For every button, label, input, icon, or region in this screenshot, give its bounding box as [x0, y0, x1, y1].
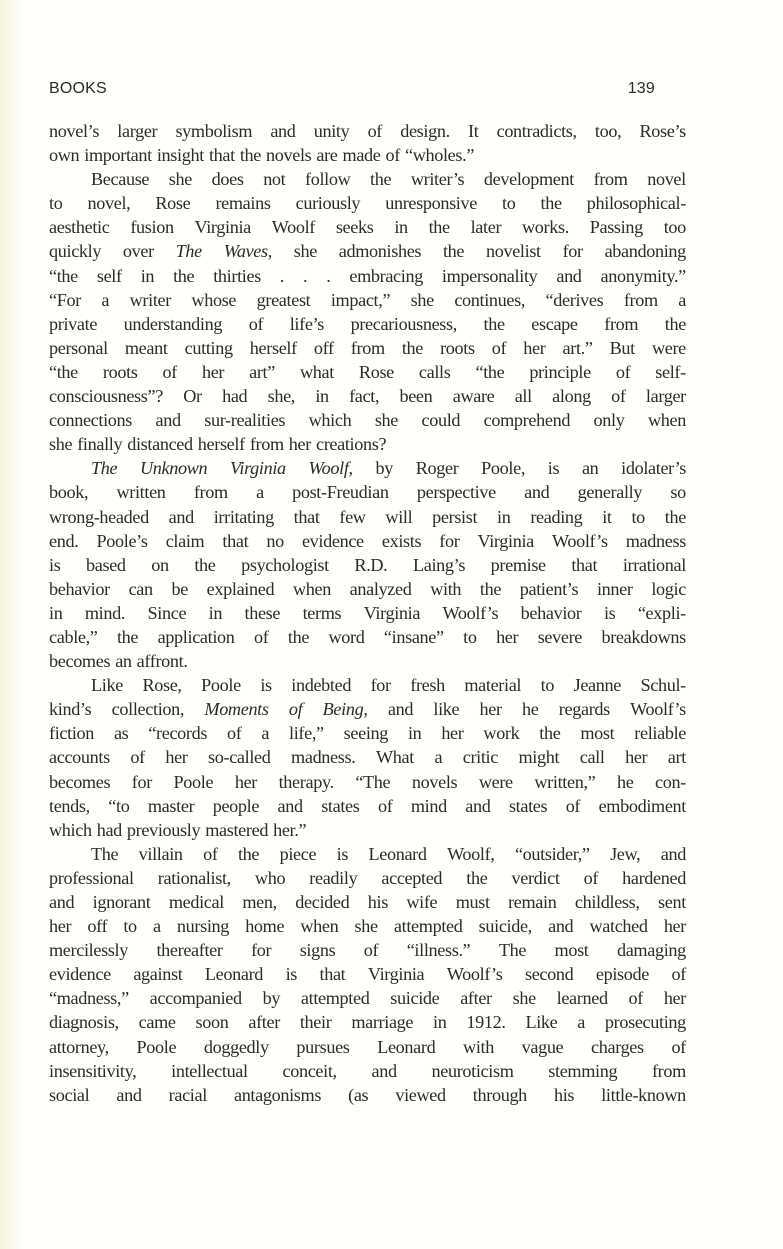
text-line: cable,” the application of the word “insane” to her severe breakdowns: [49, 626, 686, 647]
body-text: [49, 119, 686, 1107]
text-line: to novel, Rose remains curiously unresponsive to the philosophical-: [49, 193, 686, 214]
book-title: Unknown: [139, 458, 208, 479]
text-line: The villain of the piece is Leonard Woolf, “outsider,” Jew, and: [91, 843, 686, 864]
book-title: Being: [322, 699, 364, 720]
text-line: diagnosis, came soon after their marriage in 1912. Like a prosecuting: [49, 1012, 686, 1033]
book-title: Woolf: [308, 458, 349, 479]
text-line: becomes for Poole her therapy. “The novels were written,” he con-: [49, 771, 686, 792]
text-line: aesthetic fusion Virginia Woolf seeks in the later works. Passing too: [49, 217, 686, 238]
text-line: fiction as “records of a life,” seeing in her work the most reliable: [49, 723, 686, 744]
text-line: which had previously mastered her.”: [49, 819, 307, 840]
text-line: is based on the psychologist R.D. Laing’s premise that irrational: [49, 554, 686, 575]
text-line: Like Rose, Poole is indebted for fresh material to Jeanne Schul-: [91, 675, 686, 696]
text-line: “the roots of her art” what Rose calls “the principle of self-: [49, 361, 686, 382]
text-line: The Unknown Virginia Woolf, by Roger Poole, is an idolater’s: [91, 458, 686, 479]
book-title: Moments: [204, 699, 269, 720]
text-line: in mind. Since in these terms Virginia Woolf’s behavior is “expli-: [49, 602, 686, 623]
text-line: end. Poole’s claim that no evidence exists for Virginia Woolf’s madness: [49, 530, 686, 551]
section-title: BOOKS: [49, 80, 107, 97]
text-line: behavior can be explained when analyzed with the patient’s inner logic: [49, 578, 686, 599]
text-line: professional rationalist, who readily accepted the verdict of hardened: [49, 867, 686, 888]
text-line: connections and sur-realities which she could comprehend only when: [49, 410, 686, 431]
text-line: kind’s collection, Moments of Being, and like her he regards Woolf’s: [49, 699, 686, 720]
text-line: quickly over The Waves, she admonishes the novelist for abandoning: [49, 241, 686, 262]
text-line: “madness,” accompanied by attempted suicide after she learned of her: [49, 988, 686, 1009]
text-line: she finally distanced herself from her creations?: [49, 434, 387, 455]
book-title: The: [91, 458, 118, 479]
book-title: Waves: [223, 241, 268, 262]
book-title: of: [288, 699, 303, 720]
text-line: “the self in the thirties . . . embracing impersonality and anonymity.”: [49, 265, 686, 286]
text-line: becomes an affront.: [49, 651, 188, 672]
book-title: Virginia: [229, 458, 286, 479]
running-head: [49, 80, 655, 102]
text-line: personal meant cutting herself off from the roots of her art.” But were: [49, 337, 686, 358]
text-line: wrong-headed and irritating that few will persist in reading it to the: [49, 506, 686, 527]
text-line: evidence against Leonard is that Virginia Woolf’s second episode of: [49, 964, 686, 985]
text-line: novel’s larger symbolism and unity of design. It contradicts, too, Rose’s: [49, 121, 686, 141]
text-line: book, written from a post-Freudian perspective and generally so: [49, 482, 686, 503]
text-line: insensitivity, intellectual conceit, and neuroticism stemming from: [49, 1060, 686, 1081]
text-line: “For a writer whose greatest impact,” she continues, “derives from a: [49, 289, 686, 310]
text-line: attorney, Poole doggedly pursues Leonard with vague charges of: [49, 1036, 686, 1057]
book-title: The: [175, 241, 202, 262]
text-line: accounts of her so-called madness. What a critic might call her art: [49, 747, 686, 768]
page-number: 139: [627, 80, 655, 97]
text-line: and ignorant medical men, decided his wife must remain childless, sent: [49, 892, 686, 912]
text-line: her off to a nursing home when she attempted suicide, and watched her: [49, 916, 686, 937]
text-line: private understanding of life’s precariousness, the escape from the: [49, 313, 686, 334]
text-line: consciousness”? Or had she, in fact, been aware all along of larger: [49, 386, 686, 407]
text-line: tends, “to master people and states of mind and states of embodiment: [49, 795, 686, 816]
text-line: social and racial antagonisms (as viewed through his little-known: [49, 1084, 686, 1105]
text-line: own important insight that the novels are made of “wholes.”: [49, 145, 475, 166]
text-line: mercilessly thereafter for signs of “illness.” The most damaging: [49, 940, 686, 961]
text-line: Because she does not follow the writer’s development from novel: [91, 169, 686, 190]
